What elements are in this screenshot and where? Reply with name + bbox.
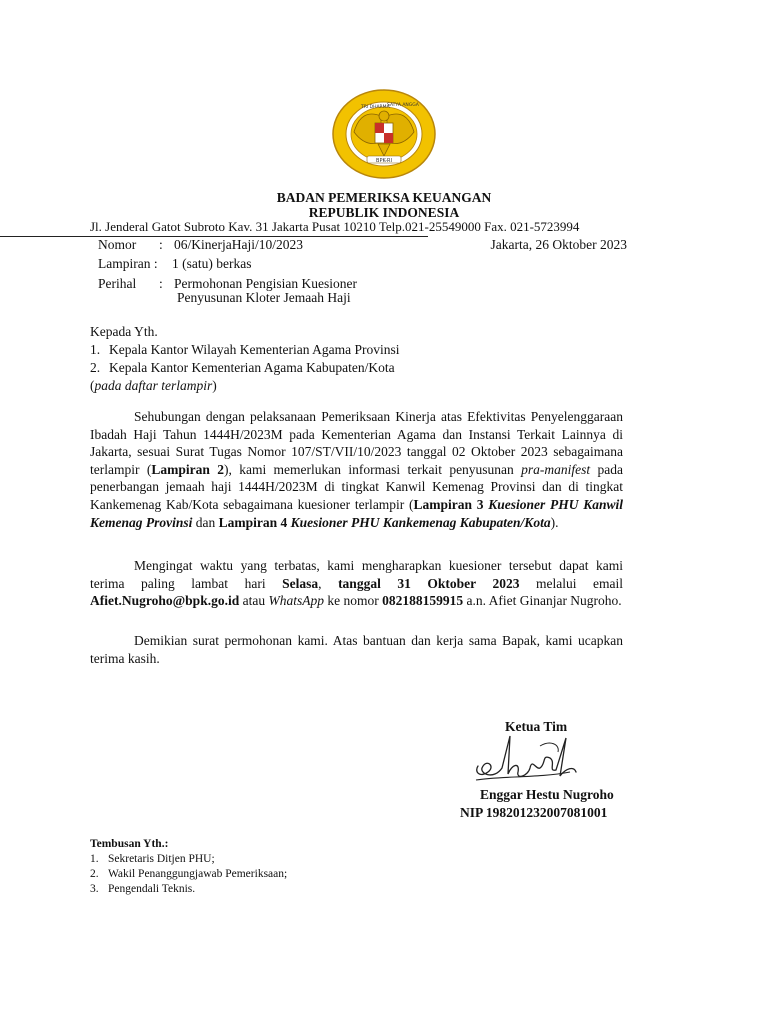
body-paragraph-1 [90,408,623,531]
signer-name: Enggar Hestu Nugroho [480,787,614,802]
cc-number: 1. [90,853,99,865]
nomor-label: Nomor [98,237,137,252]
perihal-line2: Penyusunan Kloter Jemaah Haji [177,290,351,305]
cc-item: Sekretaris Ditjen PHU; [108,853,215,865]
p2-text-b: , [318,575,339,591]
p2-phone: 082188159915 [382,593,464,609]
p1-text-d: dan [192,514,219,530]
lampiran-value: 1 (satu) berkas [172,256,252,271]
salutation: Kepada Yth. [90,324,158,339]
signer-nip: NIP 198201232007081001 [460,805,608,820]
lampiran-label: Lampiran : [98,256,158,271]
emblem-right-text: SATYA ANGGA [387,103,419,108]
body-paragraph-3: Demikian surat permohonan kami. Atas bantuan dan kerja sama Bapak, kami ucapkan terima kasih. [90,633,623,666]
p1-text-a: Sehubungan dengan pelaksanaan Pemeriksaan Kinerja atas Efektivitas Penyelenggaraan Ibadah Haji Tahun 1444H/2023M pada Kementerian Agama dan Instansi Terkait Lainnya di Jakarta, sesuai Surat Tugas Nomor 107/ST/VII/10/2023 tanggal 02 Oktober 2023 sebagaimana terlampir ( [90,409,623,477]
recipient-note-text: pada daftar terlampir [94,378,213,393]
p1-text-c: pada penerbangan jemaah haji 1444H/2023M di tingkat Kanwil Kemenag Provinsi dan di tingkat Kankemenag Kab/Kota sebagaimana kuesioner terlampir ( [90,461,624,512]
p1-pramanifest: pra-manifest [521,461,591,477]
perihal-label: Perihal [98,276,137,291]
org-country: REPUBLIK INDONESIA [308,205,460,220]
p2-text-f: a.n. Afiet Ginanjar Nugroho. [463,593,622,609]
p1-text-e: ). [550,514,559,530]
p2-day: Selasa [282,575,319,591]
recipient-item: Kepala Kantor Wilayah Kementerian Agama Provinsi [109,342,400,357]
org-address: Jl. Jenderal Gatot Subroto Kav. 31 Jakarta Pusat 10210 Telp.021-25549000 Fax. 021-5723994 [90,219,580,234]
cc-item: Pengendali Teknis. [108,883,196,895]
recipient-number: 1. [90,342,101,357]
p2-email: Afiet.Nugroho@bpk.go.id [90,593,240,609]
cc-heading: Tembusan Yth.: [90,838,169,850]
p1-kuesioner-4: Kuesioner PHU Kankemenag Kabupaten/Kota [290,514,551,530]
perihal-line1: Permohonan Pengisian Kuesioner [174,276,357,291]
p2-text-e: ke nomor [323,593,383,609]
p2-text-c: melalui email [519,575,624,591]
cc-number: 2. [90,868,99,880]
p2-whatsapp: WhatsApp [268,593,324,609]
signature-scribble [470,728,582,790]
p1-kuesioner-3: Kuesioner PHU Kanwil Kemenag Provinsi [90,496,624,530]
p2-text-a: Mengingat waktu yang terbatas, kami mengharapkan kuesioner tersebut dapat kami terima paling lambat hari [90,558,623,591]
p1-lampiran-3: Lampiran 3 [413,496,489,512]
p1-lampiran-2: Lampiran 2 [151,461,224,477]
emblem-bottom-text: BPK-RI [376,158,392,164]
p2-date: tanggal 31 Oktober 2023 [338,575,520,591]
org-name: BADAN PEMERIKSA KEUANGAN [276,190,492,205]
emblem-left-text: TRI DHARMA [361,105,390,110]
body-paragraph-2 [90,557,623,610]
p2-text-d: atau [239,593,269,609]
p1-text-b: ), kami memerlukan informasi terkait penyusunan [223,461,522,477]
cc-number: 3. [90,883,99,895]
signer-title: Ketua Tim [505,719,568,734]
place-date: Jakarta, 26 Oktober 2023 [490,237,627,252]
nomor-value: 06/KinerjaHaji/10/2023 [174,237,303,252]
bpk-emblem [331,86,437,182]
perihal-colon: : [159,276,163,291]
recipient-item: Kepala Kantor Kementerian Agama Kabupaten/Kota [109,360,395,375]
p1-lampiran-4: Lampiran 4 [218,514,291,530]
recipient-number: 2. [90,360,101,375]
recipient-note: (pada daftar terlampir) [90,378,217,393]
cc-item: Wakil Penanggungjawab Pemeriksaan; [108,868,288,880]
nomor-colon: : [159,237,163,252]
